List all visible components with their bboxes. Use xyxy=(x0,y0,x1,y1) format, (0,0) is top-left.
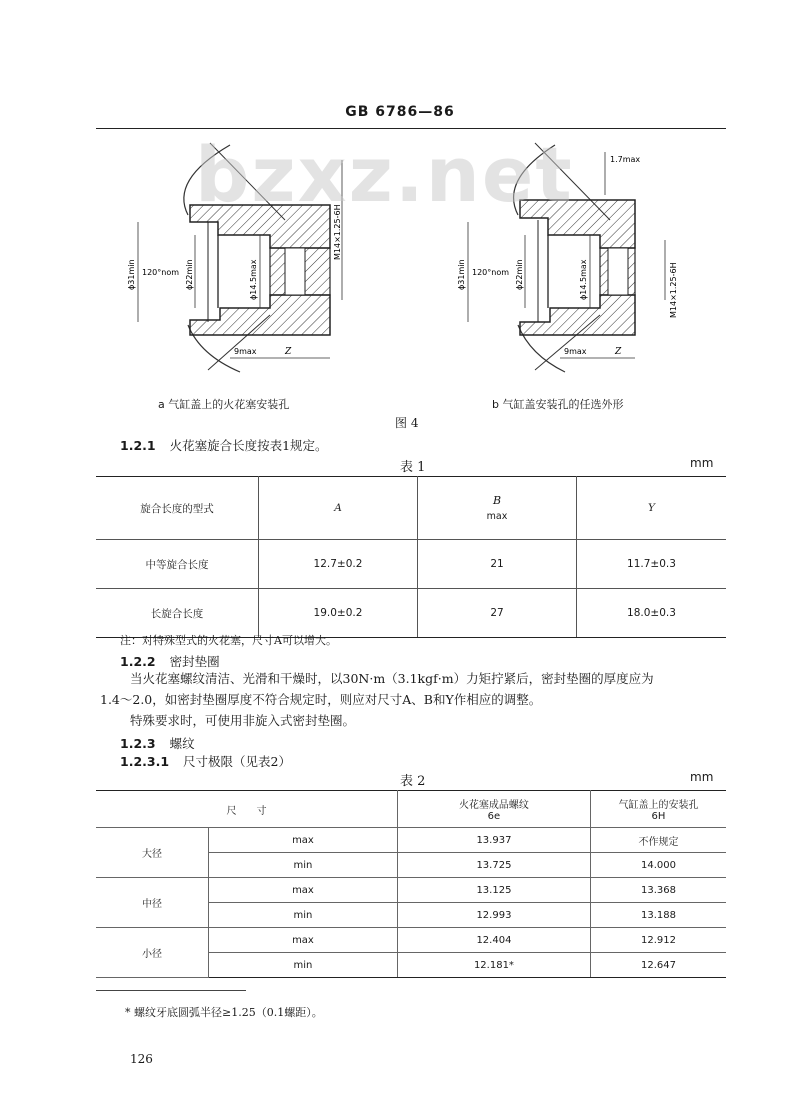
fig-b-dim9-label: 9max xyxy=(564,347,587,356)
table2-cell: max xyxy=(209,878,398,903)
table2-cell: 13.125 xyxy=(397,878,590,903)
section-text: 火花塞旋合长度按表1规定。 xyxy=(169,438,328,453)
table1 xyxy=(96,476,726,638)
footnote-rule xyxy=(96,990,246,991)
table1-header-y: Y xyxy=(577,477,727,540)
table2-group: 大径 xyxy=(96,828,209,878)
table2-header-plug-sub: 6e xyxy=(487,811,501,822)
table2-header-plug-label: 火花塞成品螺纹 xyxy=(458,800,529,811)
footnote: * 螺纹牙底圆弧半径≥1.25（0.1螺距）。 xyxy=(125,1006,323,1019)
fig-b-angle-label: 120°nom xyxy=(472,268,510,277)
paragraph-3: 特殊要求时，可使用非旋入式密封垫圈。 xyxy=(130,713,356,728)
fig-a-d22-label: ϕ22min xyxy=(185,259,194,290)
table1-cell: 11.7±0.3 xyxy=(577,540,727,589)
standard-code: GB 6786—86 xyxy=(345,104,455,120)
table2-group: 小径 xyxy=(96,928,209,978)
table2-cell: max xyxy=(209,928,398,953)
table1-header-b xyxy=(418,477,577,540)
table2-cell: 不作规定 xyxy=(590,828,726,853)
table1-cell: 21 xyxy=(418,540,577,589)
paragraph-2: 1.4～2.0，如密封垫圈厚度不符合规定时，则应对尺寸A、B和Y作相应的调整。 xyxy=(100,692,542,707)
section-title: 螺纹 xyxy=(169,736,195,751)
fig-a-thread-label: M14×1.25-6H xyxy=(333,204,342,260)
table1-header-b-sub: max xyxy=(486,511,508,522)
header-rule xyxy=(96,128,726,129)
table1-cell: 12.7±0.2 xyxy=(259,540,418,589)
table2-cell: 12.404 xyxy=(397,928,590,953)
table2-cell: 12.993 xyxy=(397,903,590,928)
table2-cell: max xyxy=(209,828,398,853)
table1-cell: 18.0±0.3 xyxy=(577,589,727,638)
table2-cell: 13.725 xyxy=(397,853,590,878)
table2-group: 中径 xyxy=(96,878,209,928)
section-1-2-3-1 xyxy=(120,752,291,770)
section-title: 密封垫圈 xyxy=(169,654,220,669)
table2-header-hole-label: 气缸盖上的安装孔 xyxy=(618,800,699,811)
fig-b-z-label: Z xyxy=(615,347,622,357)
table-row xyxy=(96,589,726,638)
table1-note: 注：对特殊型式的火花塞，尺寸A可以增大。 xyxy=(120,634,337,647)
table1-cell: 19.0±0.2 xyxy=(259,589,418,638)
fig-a-dim9-label: 9max xyxy=(234,347,257,356)
table2-cell: 13.937 xyxy=(397,828,590,853)
table2-cell: min xyxy=(209,953,398,978)
fig-b-thread-label: M14×1.25-6H xyxy=(669,262,678,318)
table1-cell: 27 xyxy=(418,589,577,638)
table2-cell: 12.181* xyxy=(397,953,590,978)
table1-cell: 长旋合长度 xyxy=(96,589,259,638)
table2-cell: 13.368 xyxy=(590,878,726,903)
table2-cell: 12.647 xyxy=(590,953,726,978)
section-number: 1.2.2 xyxy=(120,654,156,669)
table2-cell: min xyxy=(209,903,398,928)
table2-header-plug xyxy=(397,791,590,828)
paragraph-1: 当火花塞螺纹清洁、光滑和干燥时，以30N·m（3.1kgf·m）力矩拧紧后，密封垫圈的厚度应为 xyxy=(130,671,654,686)
table2-cell: min xyxy=(209,853,398,878)
table-row xyxy=(96,791,726,828)
figure-b-caption: b 气缸盖安装孔的任选外形 xyxy=(492,398,624,411)
fig-b-dim17-label: 1.7max xyxy=(610,155,641,164)
figure-label: 图 4 xyxy=(395,416,419,430)
table1-header-b-label: B xyxy=(492,494,502,507)
section-number: 1.2.3 xyxy=(120,736,156,751)
section-number: 1.2.3.1 xyxy=(120,754,170,769)
table2-header-hole xyxy=(590,791,726,828)
fig-a-z-label: Z xyxy=(285,347,292,357)
table1-unit: mm xyxy=(690,456,714,470)
table2-cell: 14.000 xyxy=(590,853,726,878)
watermark: bzxz.net xyxy=(195,130,574,219)
table1-cell: 中等旋合长度 xyxy=(96,540,259,589)
table-row xyxy=(96,828,726,853)
table2-header-hole-sub: 6H xyxy=(651,811,666,822)
table1-header-type: 旋合长度的型式 xyxy=(96,477,259,540)
fig-a-d14-label: ϕ14.5max xyxy=(249,259,258,300)
table2-cell: 12.912 xyxy=(590,928,726,953)
table1-header-a: A xyxy=(259,477,418,540)
table2-cell: 13.188 xyxy=(590,903,726,928)
table-row xyxy=(96,878,726,903)
fig-a-angle-label: 120°nom xyxy=(142,268,180,277)
table2-title: 表 2 xyxy=(400,774,426,789)
section-1-2-3 xyxy=(120,734,195,752)
fig-b-d22-label: ϕ22min xyxy=(515,259,524,290)
table1-title: 表 1 xyxy=(400,460,426,475)
table-row xyxy=(96,477,726,540)
table2-unit: mm xyxy=(690,770,714,784)
table-row xyxy=(96,540,726,589)
fig-b-d14-label: ϕ14.5max xyxy=(579,259,588,300)
section-1-2-1 xyxy=(120,436,328,454)
page-number: 126 xyxy=(130,1052,153,1066)
table2-header-size: 尺 寸 xyxy=(96,791,397,828)
section-number: 1.2.1 xyxy=(120,438,156,453)
table-row xyxy=(96,928,726,953)
table2 xyxy=(96,790,726,978)
fig-a-d31-label: ϕ31min xyxy=(127,259,136,290)
section-title: 尺寸极限（见表2） xyxy=(183,754,292,769)
figure-a-caption: a 气缸盖上的火花塞安装孔 xyxy=(158,398,290,411)
fig-b-d31-label: ϕ31min xyxy=(457,259,466,290)
